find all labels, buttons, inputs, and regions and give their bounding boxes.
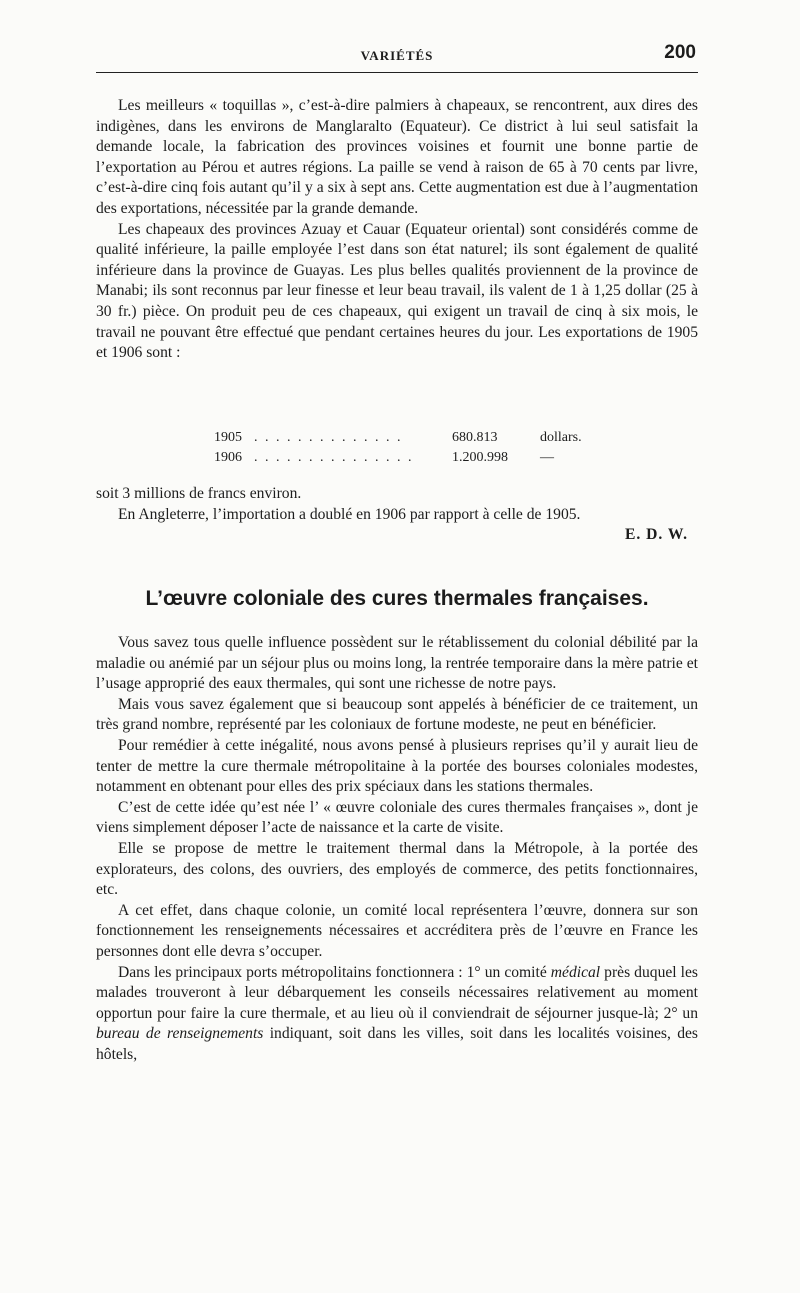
paragraph-last	[96, 963, 698, 1066]
paragraph: Elle se propose de mettre le traitement thermal dans la Métropole, à la portée des explorateurs, des colons, des ouvriers, des employés de commerce, des petits fonctionnaires, etc.	[96, 839, 698, 899]
section-title: L’œuvre coloniale des cures thermales françaises.	[145, 587, 649, 610]
article-2-body	[96, 633, 698, 1065]
author-signature: E. D. W.	[624, 526, 688, 543]
page-header	[96, 42, 698, 73]
paragraph: En Angleterre, l’importation a doublé en 1906 par rapport à celle de 1905.	[118, 505, 581, 523]
export-value: 1.200.998	[452, 450, 508, 465]
paragraph: Pour remédier à cette inégalité, nous avons pensé à plusieurs reprises qu’il y aurait lieu de tenter de mettre la cure thermale métropolitaine à la portée des bourses coloniales modestes, notamment en obtenant pour elles des prix spéciaux dans les stations thermales.	[96, 736, 698, 796]
italic-text: bureau de renseignements	[96, 1025, 264, 1043]
exports-row	[214, 448, 582, 468]
article-1-conclusion	[96, 484, 698, 525]
paragraph: C’est de cette idée qu’est née l’ « œuvre coloniale des cures thermales françaises », dont je viens simplement déposer l’acte de naissance et la carte de visite.	[96, 798, 698, 837]
text-run: indiquant, soit dans les villes, soit dans les localités voisines, des hôtels,	[96, 1025, 699, 1063]
italic-text: médical	[550, 963, 601, 981]
export-value: 680.813	[452, 430, 498, 445]
export-year: 1905	[214, 430, 242, 445]
text-run: près duquel les malades trouveront à leur débarquement les conseils nécessaires relativement au moment opportun pour faire la cure thermale, et au lieu où il conviendrait de séjourner jusque-là; 2° un	[96, 963, 698, 1022]
export-unit: dollars.	[540, 430, 582, 445]
paragraph: Les chapeaux des provinces Azuay et Cauar (Equateur oriental) sont considérés comme de qualité inférieure, la paille employée l’est dans son état naturel; ils sont également de qualité inférieure dans la province de Guayas. Les plus belles qualités proviennent de la province de Manabi; ils sont reconnus par leur finesse et leur beau travail, ils valent de 1 à 1,25 dollar (25 à 30 fr.) pièce. On produit peu de ces chapeaux, qui exigent un travail de cinq à six mois, le travail ne pouvant être effectué que pendant certaines heures du jour. Les exportations de 1905 et 1906 sont :	[96, 220, 698, 362]
article-1-body	[96, 96, 698, 364]
exports-table	[214, 428, 582, 468]
paragraph: Vous savez tous quelle influence possèdent sur le rétablissement du colonial débilité par la maladie ou anémié par un séjour plus ou moins long, la rentrée temporaire dans la mère patrie et l’usage approprié des eaux thermales, qui sont une richesse de notre pays.	[96, 634, 698, 693]
running-title: VARIÉTÉS	[360, 48, 434, 63]
paragraph: A cet effet, dans chaque colonie, un comité local représentera l’œuvre, donnera sur son fonctionnement les renseignements nécessaires et accréditera près de l’œuvre en France les personnes dont elle devra s’occuper.	[96, 901, 698, 960]
page-number: 200	[664, 42, 696, 63]
paragraph: soit 3 millions de francs environ.	[96, 485, 302, 502]
paragraph: Mais vous savez également que si beaucoup sont appelés à bénéficier de ce traitement, un très grand nombre, représenté par les coloniaux de fortune modeste, ne peut en bénéficier.	[96, 695, 698, 734]
leader-dots: . . . . . . . . . . . . . . .	[254, 450, 414, 465]
paragraph: Les meilleurs « toquillas », c’est-à-dire palmiers à chapeaux, se rencontrent, aux dires des indigènes, dans les environs de Manglaralto (Equateur). Ce district à lui seul satisfait la demande locale, la fabrication des provinces voisines et fournit une bonne partie de l’exportation au Pérou et autres régions. La paille se vend à raison de 65 à 70 cents par livre, c’est-à-dire cinq fois autant qu’il y a six à sept ans. Cette augmentation est due à l’augmentation des exportations, nécessitée par la grande demande.	[96, 97, 698, 217]
exports-row	[214, 428, 582, 448]
text-run: Dans les principaux ports métropolitains fonctionnera : 1° un comité	[118, 963, 551, 981]
export-year: 1906	[214, 450, 242, 465]
leader-dots: . . . . . . . . . . . . . .	[254, 430, 403, 445]
export-unit: —	[540, 450, 554, 465]
